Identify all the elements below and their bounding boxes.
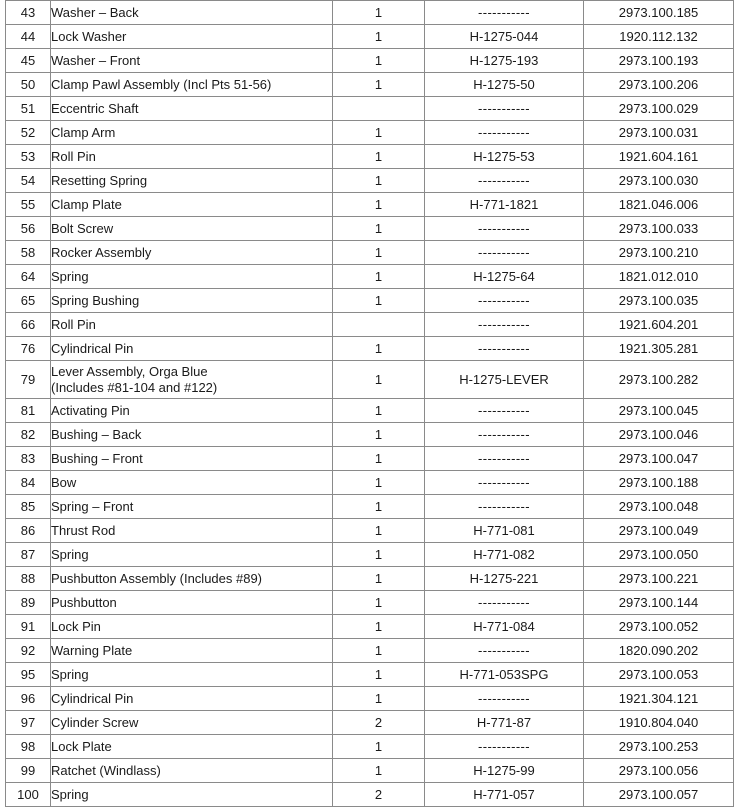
cell-quantity: 1 bbox=[333, 217, 425, 241]
cell-item-number: 58 bbox=[6, 241, 51, 265]
cell-reference-number: 2973.100.144 bbox=[584, 591, 734, 615]
cell-part-number: ----------- bbox=[425, 121, 584, 145]
cell-part-number: ----------- bbox=[425, 217, 584, 241]
description-line-1: Cylinder Screw bbox=[51, 714, 139, 730]
cell-item-number: 92 bbox=[6, 639, 51, 663]
cell-part-number: ----------- bbox=[425, 399, 584, 423]
cell-part-number: H-771-082 bbox=[425, 543, 584, 567]
description-line-1: Ratchet (Windlass) bbox=[51, 762, 161, 778]
description-line-1: Lock Pin bbox=[51, 618, 101, 634]
cell-reference-number: 2973.100.210 bbox=[584, 241, 734, 265]
cell-item-number: 97 bbox=[6, 711, 51, 735]
cell-part-number: H-1275-99 bbox=[425, 759, 584, 783]
cell-reference-number: 1820.090.202 bbox=[584, 639, 734, 663]
cell-quantity: 1 bbox=[333, 687, 425, 711]
description-line-1: Rocker Assembly bbox=[51, 244, 152, 260]
table-row bbox=[6, 25, 734, 49]
cell-reference-number: 2973.100.253 bbox=[584, 735, 734, 759]
cell-quantity: 1 bbox=[333, 265, 425, 289]
cell-item-number: 66 bbox=[6, 313, 51, 337]
cell-part-number: ----------- bbox=[425, 447, 584, 471]
cell-part-number: ----------- bbox=[425, 471, 584, 495]
cell-part-number: ----------- bbox=[425, 495, 584, 519]
cell-item-number: 45 bbox=[6, 49, 51, 73]
description-line-1: Spring bbox=[51, 546, 89, 562]
cell-item-number: 86 bbox=[6, 519, 51, 543]
cell-description bbox=[51, 447, 333, 471]
table-row bbox=[6, 169, 734, 193]
cell-reference-number: 2973.100.282 bbox=[584, 361, 734, 399]
table-row bbox=[6, 193, 734, 217]
parts-table-body bbox=[6, 1, 734, 807]
cell-reference-number: 1920.112.132 bbox=[584, 25, 734, 49]
table-row bbox=[6, 591, 734, 615]
table-row bbox=[6, 265, 734, 289]
cell-description bbox=[51, 193, 333, 217]
cell-reference-number: 2973.100.206 bbox=[584, 73, 734, 97]
table-row bbox=[6, 495, 734, 519]
cell-item-number: 44 bbox=[6, 25, 51, 49]
table-row bbox=[6, 97, 734, 121]
cell-description bbox=[51, 313, 333, 337]
description-line-1: Washer – Back bbox=[51, 4, 139, 20]
cell-quantity: 1 bbox=[333, 447, 425, 471]
cell-quantity: 1 bbox=[333, 337, 425, 361]
cell-reference-number: 2973.100.046 bbox=[584, 423, 734, 447]
description-line-1: Roll Pin bbox=[51, 316, 96, 332]
cell-reference-number: 2973.100.048 bbox=[584, 495, 734, 519]
cell-item-number: 96 bbox=[6, 687, 51, 711]
cell-reference-number: 2973.100.050 bbox=[584, 543, 734, 567]
cell-description bbox=[51, 735, 333, 759]
cell-reference-number: 2973.100.056 bbox=[584, 759, 734, 783]
table-row bbox=[6, 361, 734, 399]
cell-reference-number: 2973.100.030 bbox=[584, 169, 734, 193]
description-line-1: Warning Plate bbox=[51, 642, 133, 658]
cell-part-number: ----------- bbox=[425, 591, 584, 615]
cell-item-number: 81 bbox=[6, 399, 51, 423]
cell-item-number: 98 bbox=[6, 735, 51, 759]
cell-reference-number: 2973.100.052 bbox=[584, 615, 734, 639]
cell-description bbox=[51, 639, 333, 663]
cell-item-number: 79 bbox=[6, 361, 51, 399]
cell-item-number: 50 bbox=[6, 73, 51, 97]
cell-description bbox=[51, 121, 333, 145]
cell-reference-number: 2973.100.053 bbox=[584, 663, 734, 687]
cell-quantity: 1 bbox=[333, 543, 425, 567]
cell-item-number: 99 bbox=[6, 759, 51, 783]
cell-item-number: 95 bbox=[6, 663, 51, 687]
table-row bbox=[6, 567, 734, 591]
cell-description bbox=[51, 663, 333, 687]
table-row bbox=[6, 241, 734, 265]
table-row bbox=[6, 313, 734, 337]
cell-quantity: 1 bbox=[333, 193, 425, 217]
parts-list-table bbox=[5, 0, 734, 807]
cell-item-number: 54 bbox=[6, 169, 51, 193]
table-row bbox=[6, 217, 734, 241]
cell-reference-number: 1921.304.121 bbox=[584, 687, 734, 711]
description-line-1: Eccentric Shaft bbox=[51, 100, 139, 116]
cell-quantity: 1 bbox=[333, 25, 425, 49]
cell-part-number: H-1275-50 bbox=[425, 73, 584, 97]
cell-item-number: 100 bbox=[6, 783, 51, 807]
cell-quantity: 1 bbox=[333, 289, 425, 313]
cell-description bbox=[51, 1, 333, 25]
cell-description bbox=[51, 145, 333, 169]
cell-description bbox=[51, 49, 333, 73]
cell-quantity: 1 bbox=[333, 615, 425, 639]
cell-item-number: 53 bbox=[6, 145, 51, 169]
description-line-1: Clamp Arm bbox=[51, 124, 116, 140]
cell-quantity bbox=[333, 313, 425, 337]
cell-quantity: 1 bbox=[333, 121, 425, 145]
cell-description bbox=[51, 495, 333, 519]
cell-item-number: 85 bbox=[6, 495, 51, 519]
cell-description bbox=[51, 471, 333, 495]
cell-description bbox=[51, 519, 333, 543]
cell-description bbox=[51, 289, 333, 313]
cell-reference-number: 2973.100.035 bbox=[584, 289, 734, 313]
cell-item-number: 88 bbox=[6, 567, 51, 591]
cell-part-number: ----------- bbox=[425, 241, 584, 265]
cell-description bbox=[51, 615, 333, 639]
table-row bbox=[6, 121, 734, 145]
cell-reference-number: 1910.804.040 bbox=[584, 711, 734, 735]
table-row bbox=[6, 711, 734, 735]
table-row bbox=[6, 663, 734, 687]
cell-part-number: ----------- bbox=[425, 313, 584, 337]
cell-description bbox=[51, 361, 333, 399]
cell-reference-number: 1921.604.161 bbox=[584, 145, 734, 169]
cell-quantity: 1 bbox=[333, 49, 425, 73]
cell-description bbox=[51, 687, 333, 711]
cell-part-number: H-771-084 bbox=[425, 615, 584, 639]
cell-part-number: H-1275-64 bbox=[425, 265, 584, 289]
cell-description bbox=[51, 73, 333, 97]
cell-quantity: 1 bbox=[333, 169, 425, 193]
cell-quantity: 1 bbox=[333, 1, 425, 25]
cell-item-number: 89 bbox=[6, 591, 51, 615]
cell-reference-number: 2973.100.045 bbox=[584, 399, 734, 423]
table-row bbox=[6, 519, 734, 543]
description-line-1: Clamp Pawl Assembly (Incl Pts 51-56) bbox=[51, 76, 272, 92]
cell-item-number: 43 bbox=[6, 1, 51, 25]
description-line-1: Activating Pin bbox=[51, 402, 130, 418]
description-line-1: Bow bbox=[51, 474, 77, 490]
cell-reference-number: 2973.100.193 bbox=[584, 49, 734, 73]
cell-item-number: 82 bbox=[6, 423, 51, 447]
cell-description bbox=[51, 241, 333, 265]
cell-part-number: H-1275-53 bbox=[425, 145, 584, 169]
cell-reference-number: 2973.100.047 bbox=[584, 447, 734, 471]
description-line-1: Resetting Spring bbox=[51, 172, 148, 188]
cell-quantity: 1 bbox=[333, 361, 425, 399]
description-line-1: Lock Washer bbox=[51, 28, 127, 44]
description-line-1: Bolt Screw bbox=[51, 220, 114, 236]
cell-quantity: 1 bbox=[333, 399, 425, 423]
cell-reference-number: 2973.100.221 bbox=[584, 567, 734, 591]
description-line-2: (Includes #81-104 and #122) bbox=[51, 379, 218, 395]
cell-part-number: H-771-081 bbox=[425, 519, 584, 543]
cell-part-number: H-1275-221 bbox=[425, 567, 584, 591]
table-row bbox=[6, 423, 734, 447]
cell-item-number: 55 bbox=[6, 193, 51, 217]
table-row bbox=[6, 337, 734, 361]
cell-description bbox=[51, 711, 333, 735]
cell-reference-number: 2973.100.185 bbox=[584, 1, 734, 25]
description-line-1: Lever Assembly, Orga Blue bbox=[51, 364, 208, 380]
table-row bbox=[6, 783, 734, 807]
description-line-1: Thrust Rod bbox=[51, 522, 116, 538]
cell-part-number: H-1275-LEVER bbox=[425, 361, 584, 399]
cell-item-number: 91 bbox=[6, 615, 51, 639]
cell-part-number: ----------- bbox=[425, 423, 584, 447]
cell-description bbox=[51, 543, 333, 567]
table-row bbox=[6, 759, 734, 783]
cell-quantity: 1 bbox=[333, 241, 425, 265]
cell-item-number: 65 bbox=[6, 289, 51, 313]
cell-part-number: ----------- bbox=[425, 289, 584, 313]
cell-part-number: ----------- bbox=[425, 97, 584, 121]
cell-reference-number: 1921.604.201 bbox=[584, 313, 734, 337]
cell-item-number: 84 bbox=[6, 471, 51, 495]
table-row bbox=[6, 399, 734, 423]
table-row bbox=[6, 471, 734, 495]
table-row bbox=[6, 73, 734, 97]
cell-reference-number: 2973.100.188 bbox=[584, 471, 734, 495]
cell-reference-number: 2973.100.031 bbox=[584, 121, 734, 145]
cell-item-number: 76 bbox=[6, 337, 51, 361]
description-line-1: Pushbutton bbox=[51, 594, 117, 610]
cell-description bbox=[51, 97, 333, 121]
cell-description bbox=[51, 337, 333, 361]
cell-part-number: ----------- bbox=[425, 169, 584, 193]
cell-quantity: 1 bbox=[333, 735, 425, 759]
cell-reference-number: 1821.012.010 bbox=[584, 265, 734, 289]
cell-quantity: 1 bbox=[333, 495, 425, 519]
cell-description bbox=[51, 783, 333, 807]
description-line-1: Washer – Front bbox=[51, 52, 141, 68]
cell-reference-number: 1821.046.006 bbox=[584, 193, 734, 217]
description-line-1: Lock Plate bbox=[51, 738, 112, 754]
cell-reference-number: 2973.100.057 bbox=[584, 783, 734, 807]
table-row bbox=[6, 49, 734, 73]
cell-part-number: H-1275-044 bbox=[425, 25, 584, 49]
cell-reference-number: 1921.305.281 bbox=[584, 337, 734, 361]
cell-quantity: 1 bbox=[333, 423, 425, 447]
table-row bbox=[6, 289, 734, 313]
cell-description bbox=[51, 591, 333, 615]
table-row bbox=[6, 1, 734, 25]
cell-quantity: 1 bbox=[333, 567, 425, 591]
cell-quantity: 1 bbox=[333, 639, 425, 663]
cell-quantity: 1 bbox=[333, 519, 425, 543]
description-line-1: Spring Bushing bbox=[51, 292, 140, 308]
cell-part-number: H-771-1821 bbox=[425, 193, 584, 217]
cell-description bbox=[51, 265, 333, 289]
cell-item-number: 87 bbox=[6, 543, 51, 567]
cell-quantity: 1 bbox=[333, 591, 425, 615]
cell-reference-number: 2973.100.033 bbox=[584, 217, 734, 241]
cell-description bbox=[51, 399, 333, 423]
description-line-1: Pushbutton Assembly (Includes #89) bbox=[51, 570, 263, 586]
cell-part-number: H-771-057 bbox=[425, 783, 584, 807]
description-line-1: Bushing – Back bbox=[51, 426, 142, 442]
cell-description bbox=[51, 25, 333, 49]
cell-part-number: ----------- bbox=[425, 639, 584, 663]
description-line-1: Clamp Plate bbox=[51, 196, 122, 212]
cell-quantity: 1 bbox=[333, 145, 425, 169]
cell-part-number: ----------- bbox=[425, 337, 584, 361]
cell-part-number: ----------- bbox=[425, 1, 584, 25]
cell-description bbox=[51, 567, 333, 591]
description-line-1: Cylindrical Pin bbox=[51, 690, 134, 706]
cell-part-number: ----------- bbox=[425, 735, 584, 759]
description-line-1: Spring bbox=[51, 268, 89, 284]
cell-description bbox=[51, 169, 333, 193]
table-row bbox=[6, 639, 734, 663]
description-line-1: Spring bbox=[51, 786, 89, 802]
table-row bbox=[6, 735, 734, 759]
cell-reference-number: 2973.100.029 bbox=[584, 97, 734, 121]
cell-part-number: H-771-053SPG bbox=[425, 663, 584, 687]
cell-item-number: 52 bbox=[6, 121, 51, 145]
table-row bbox=[6, 687, 734, 711]
cell-quantity bbox=[333, 97, 425, 121]
parts-list-container bbox=[5, 0, 733, 807]
description-line-1: Bushing – Front bbox=[51, 450, 143, 466]
cell-description bbox=[51, 759, 333, 783]
table-row bbox=[6, 145, 734, 169]
description-line-1: Roll Pin bbox=[51, 148, 96, 164]
cell-reference-number: 2973.100.049 bbox=[584, 519, 734, 543]
table-row bbox=[6, 615, 734, 639]
cell-quantity: 1 bbox=[333, 471, 425, 495]
description-line-1: Spring – Front bbox=[51, 498, 134, 514]
cell-description bbox=[51, 423, 333, 447]
cell-item-number: 51 bbox=[6, 97, 51, 121]
description-line-1: Spring bbox=[51, 666, 89, 682]
cell-item-number: 64 bbox=[6, 265, 51, 289]
cell-quantity: 2 bbox=[333, 783, 425, 807]
cell-item-number: 83 bbox=[6, 447, 51, 471]
cell-part-number: H-771-87 bbox=[425, 711, 584, 735]
description-line-1: Cylindrical Pin bbox=[51, 340, 134, 356]
cell-quantity: 1 bbox=[333, 759, 425, 783]
cell-description bbox=[51, 217, 333, 241]
cell-quantity: 1 bbox=[333, 73, 425, 97]
cell-quantity: 2 bbox=[333, 711, 425, 735]
cell-part-number: H-1275-193 bbox=[425, 49, 584, 73]
table-row bbox=[6, 543, 734, 567]
table-row bbox=[6, 447, 734, 471]
cell-part-number: ----------- bbox=[425, 687, 584, 711]
cell-quantity: 1 bbox=[333, 663, 425, 687]
cell-item-number: 56 bbox=[6, 217, 51, 241]
